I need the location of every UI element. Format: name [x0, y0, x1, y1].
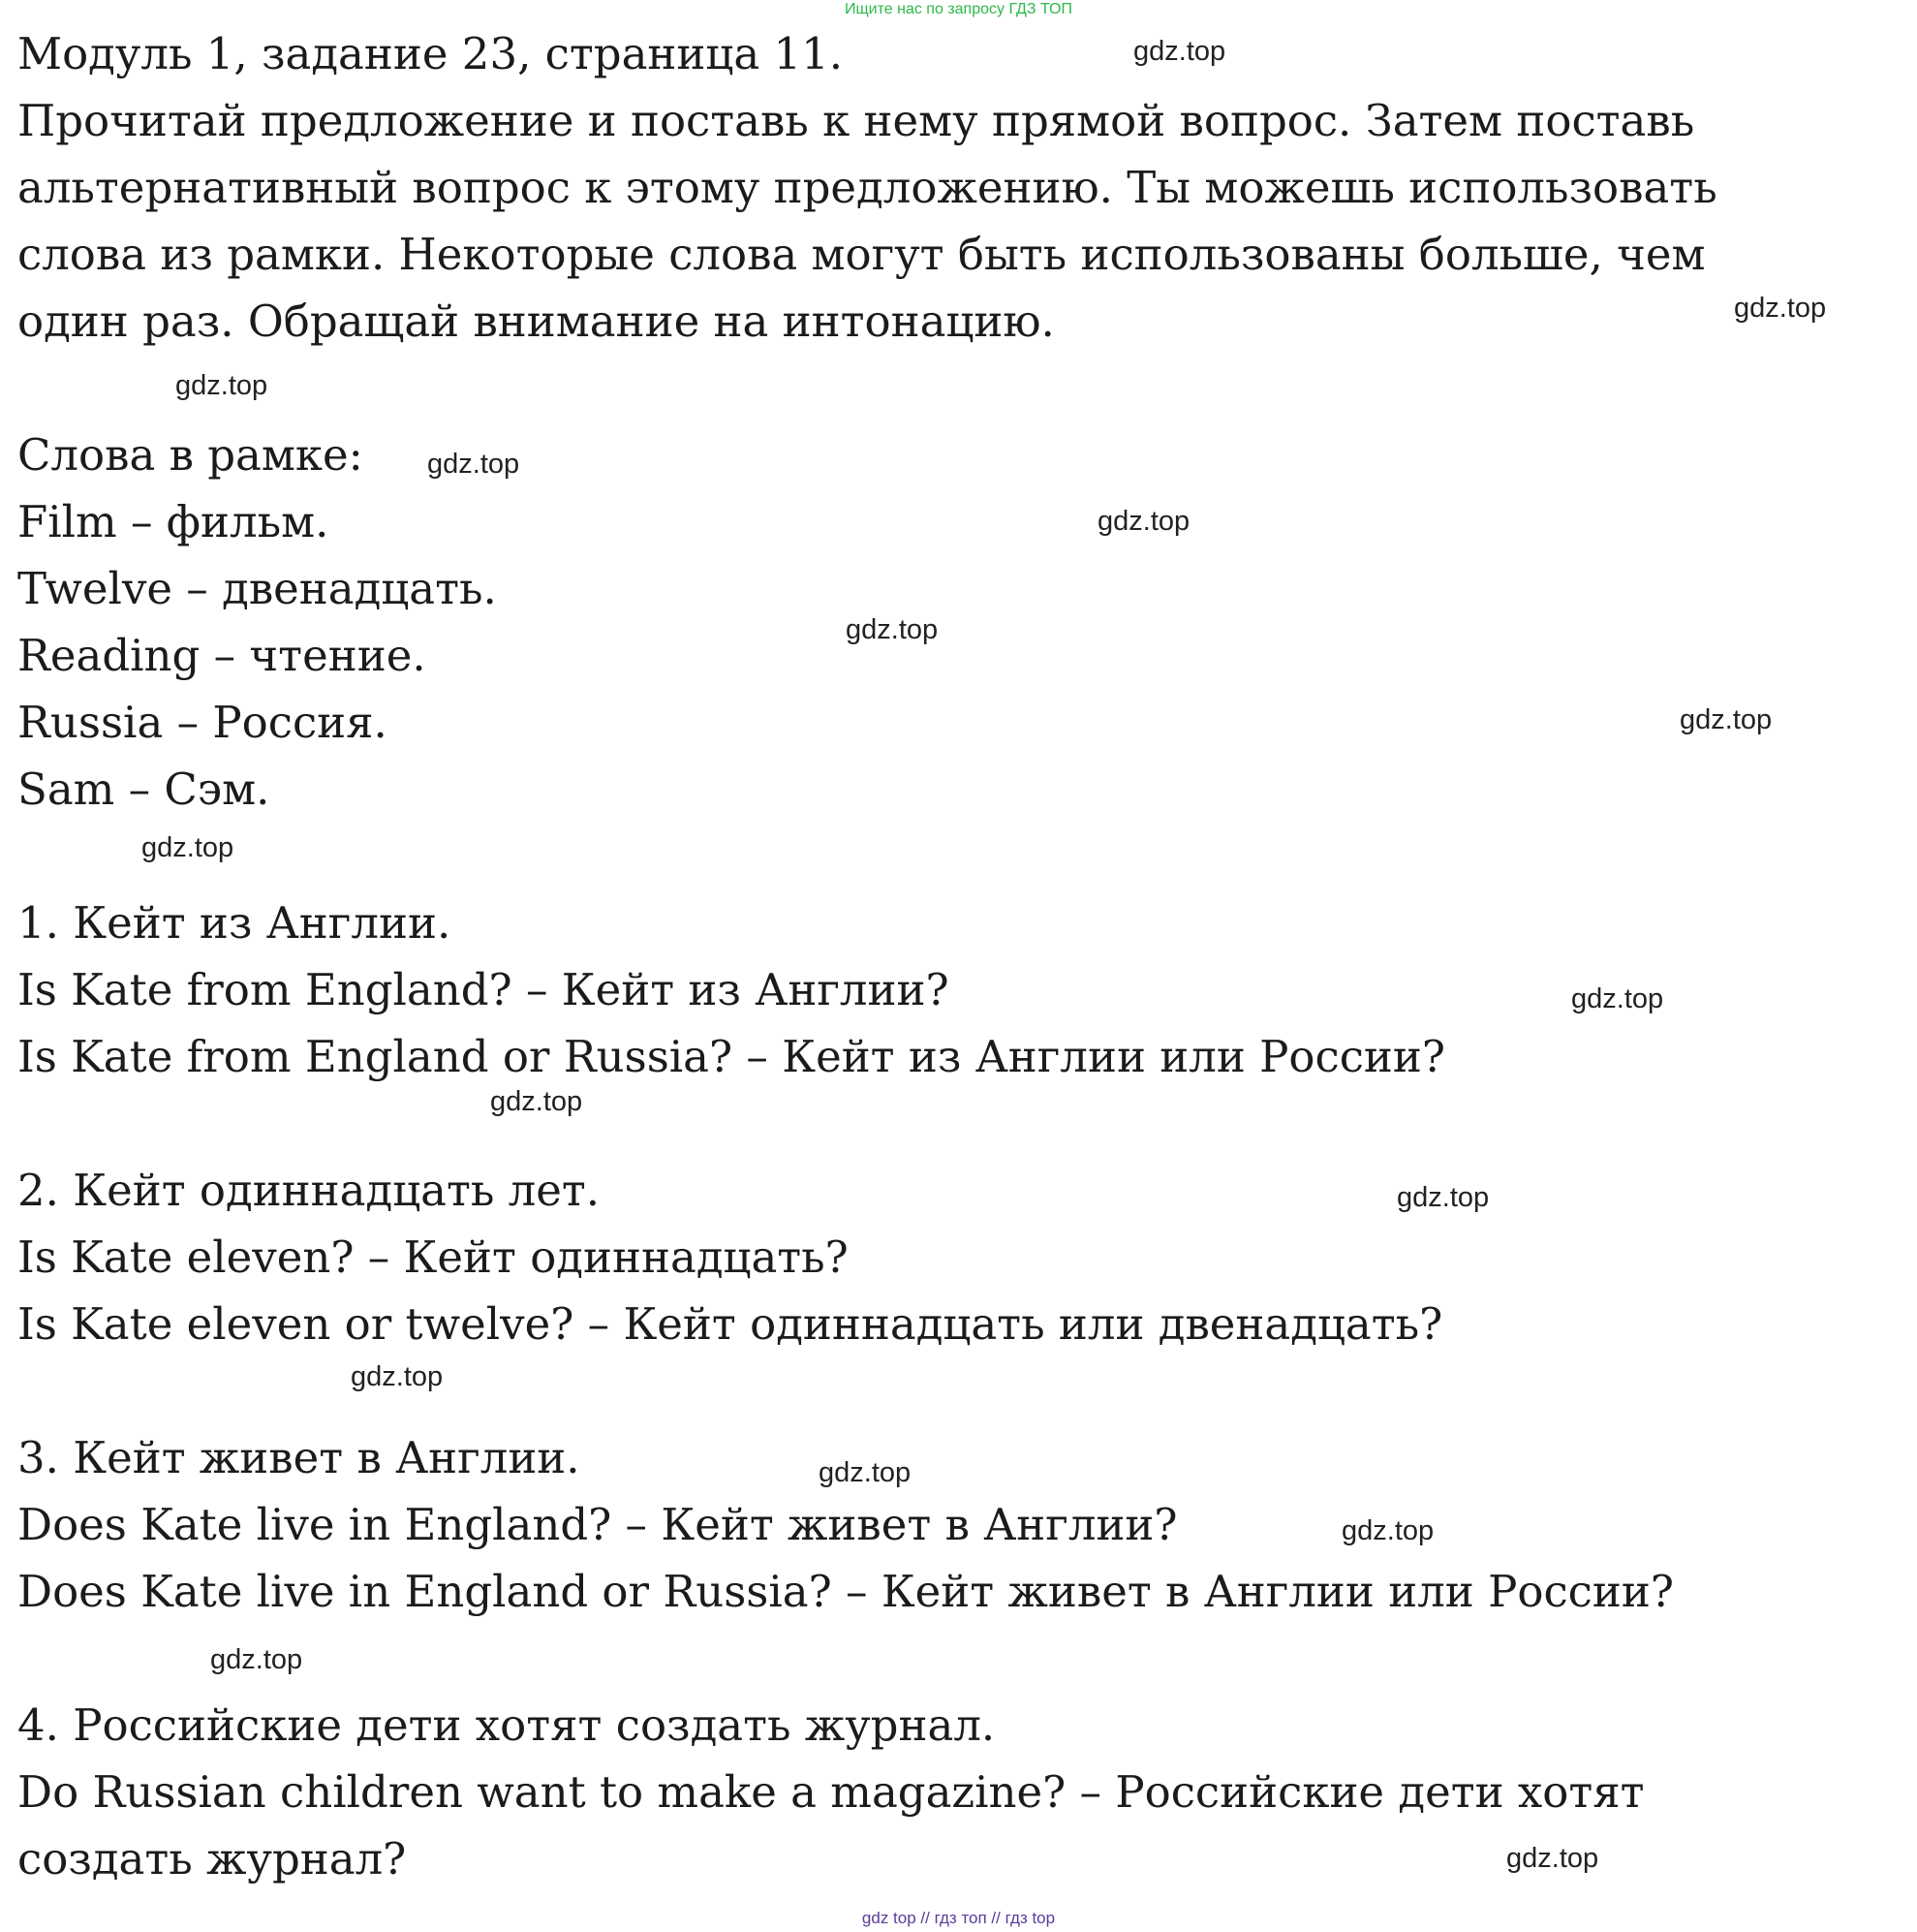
- instruction-line: один раз. Обращай внимание на интонацию.: [17, 296, 1055, 347]
- watermark: gdz.top: [846, 614, 939, 645]
- watermark: gdz.top: [1506, 1843, 1599, 1874]
- word-box-item: Reading – чтение.: [17, 630, 426, 681]
- top-banner[interactable]: Ищите нас по запросу ГДЗ ТОП: [845, 1, 1072, 17]
- watermark: gdz.top: [1734, 293, 1827, 324]
- task-statement: 4. Российские дети хотят создать журнал.: [17, 1699, 996, 1751]
- watermark: gdz.top: [819, 1457, 912, 1488]
- word-box-item: Film – фильм.: [17, 496, 329, 547]
- watermark: gdz.top: [1397, 1182, 1490, 1213]
- watermark: gdz.top: [1680, 704, 1773, 735]
- bottom-banner[interactable]: gdz top // гдз топ // гдз top: [861, 1909, 1056, 1927]
- task-statement: 3. Кейт живет в Англии.: [17, 1432, 580, 1483]
- watermark: gdz.top: [490, 1086, 583, 1117]
- watermark: gdz.top: [141, 832, 234, 863]
- watermark: gdz.top: [1133, 36, 1226, 67]
- task-answer-line: Is Kate from England or Russia? – Кейт из Англии или России?: [17, 1031, 1446, 1082]
- watermark: gdz.top: [1342, 1515, 1435, 1546]
- word-box-item: Twelve – двенадцать.: [17, 563, 497, 614]
- page-title: Модуль 1, задание 23, страница 11.: [17, 28, 844, 79]
- word-box-heading: Слова в рамке:: [17, 429, 363, 481]
- task-answer-line: Is Kate from England? – Кейт из Англии?: [17, 964, 949, 1015]
- watermark: gdz.top: [1571, 983, 1664, 1014]
- watermark: gdz.top: [175, 370, 268, 401]
- task-answer-line: Is Kate eleven? – Кейт одиннадцать?: [17, 1231, 849, 1283]
- task-answer-line: Do Russian children want to make a magazine? – Российские дети хотят: [17, 1766, 1645, 1818]
- word-box-item: Russia – Россия.: [17, 697, 387, 748]
- watermark: gdz.top: [427, 449, 520, 480]
- watermark: gdz.top: [1098, 506, 1190, 537]
- instruction-line: альтернативный вопрос к этому предложению. Ты можешь использовать: [17, 162, 1717, 213]
- instruction-line: слова из рамки. Некоторые слова могут быть использованы больше, чем: [17, 229, 1706, 280]
- task-statement: 2. Кейт одиннадцать лет.: [17, 1165, 601, 1216]
- word-box-item: Sam – Сэм.: [17, 763, 270, 815]
- watermark: gdz.top: [351, 1361, 444, 1392]
- watermark: gdz.top: [210, 1644, 303, 1675]
- task-answer-line: Does Kate live in England or Russia? – Кейт живет в Англии или России?: [17, 1566, 1674, 1617]
- instruction-line: Прочитай предложение и поставь к нему прямой вопрос. Затем поставь: [17, 95, 1695, 146]
- task-answer-line: Does Kate live in England? – Кейт живет в Англии?: [17, 1499, 1178, 1550]
- task-answer-line: создать журнал?: [17, 1833, 407, 1885]
- task-answer-line: Is Kate eleven or twelve? – Кейт одиннадцать или двенадцать?: [17, 1298, 1443, 1350]
- task-statement: 1. Кейт из Англии.: [17, 897, 451, 949]
